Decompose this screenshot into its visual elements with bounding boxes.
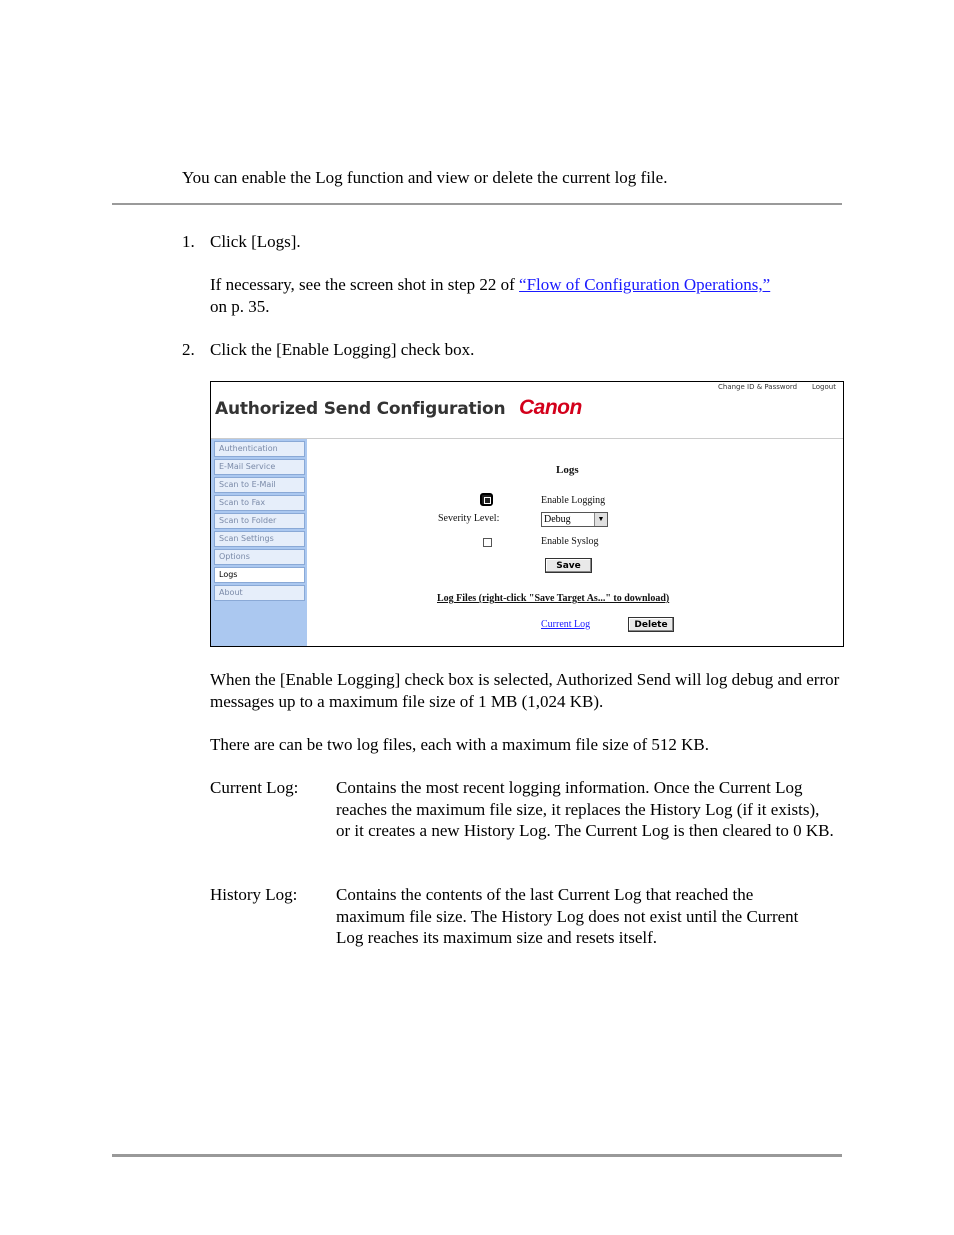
nav-scan-to-email[interactable]: Scan to E-Mail xyxy=(214,477,305,493)
current-log-term: Current Log: xyxy=(210,778,299,797)
enable-syslog-checkbox[interactable] xyxy=(483,538,492,547)
step-1-note xyxy=(210,274,850,317)
log-files-label: Log Files (right-click "Save Target As..." to download) xyxy=(437,593,670,604)
logs-heading: Logs xyxy=(556,464,579,476)
history-log-term: History Log: xyxy=(210,885,298,904)
enable-logging-label: Enable Logging xyxy=(541,495,606,506)
nav-about[interactable]: About xyxy=(214,585,305,601)
bottom-divider xyxy=(112,1154,842,1157)
change-id-password-link[interactable]: Change ID & Password xyxy=(718,383,798,391)
app-title: Authorized Send Configuration xyxy=(215,399,506,419)
top-divider xyxy=(112,203,842,205)
paragraph-two-log-files: There are can be two log files, each with a maximum file size of 512 KB. xyxy=(210,735,709,754)
severity-level-value: Debug xyxy=(544,514,571,525)
current-log-description: Contains the most recent logging information. Once the Current Log reaches the maximum file size, it replaces the History Log (if it exists), or it creates a new History Log. The Current Log is then cleared to 0 KB. xyxy=(336,778,834,840)
severity-level-select[interactable] xyxy=(541,512,608,527)
nav-options[interactable]: Options xyxy=(214,549,305,565)
save-button[interactable]: Save xyxy=(545,558,592,573)
nav-logs[interactable]: Logs xyxy=(214,567,305,583)
step-2-number: 2. xyxy=(182,340,195,359)
nav-scan-settings[interactable]: Scan Settings xyxy=(214,531,305,547)
severity-level-label: Severity Level: xyxy=(438,513,500,524)
note-prefix: If necessary, see the screen shot in step 22 of xyxy=(210,275,520,294)
step-1-text: Click [Logs]. xyxy=(210,232,301,251)
flow-of-configuration-link[interactable]: “Flow of Configuration Operations,” xyxy=(519,275,771,294)
enable-syslog-label: Enable Syslog xyxy=(541,536,599,547)
step-1-number: 1. xyxy=(182,232,195,251)
chevron-down-icon: ▼ xyxy=(594,513,607,526)
enable-logging-checkbox[interactable] xyxy=(480,493,493,506)
intro-text: You can enable the Log function and view or delete the current log file. xyxy=(182,168,668,187)
logout-link[interactable]: Logout xyxy=(812,383,836,391)
current-log-link[interactable]: Current Log xyxy=(541,619,591,630)
nav-email-service[interactable]: E-Mail Service xyxy=(214,459,305,475)
logs-screenshot xyxy=(210,381,844,647)
nav-scan-to-fax[interactable]: Scan to Fax xyxy=(214,495,305,511)
step-2-text: Click the [Enable Logging] check box. xyxy=(210,340,475,359)
note-suffix: on p. 35. xyxy=(210,296,270,316)
nav-scan-to-folder[interactable]: Scan to Folder xyxy=(214,513,305,529)
sidebar xyxy=(211,439,307,646)
history-log-description: Contains the contents of the last Current Log that reached the maximum file size. The History Log does not exist until the Current Log reaches its maximum size and resets itself. xyxy=(336,885,799,947)
paragraph-enable-logging: When the [Enable Logging] check box is selected, Authorized Send will log debug and error messages up to a maximum file size of 1 MB (1,024 KB). xyxy=(210,670,840,711)
canon-logo: Canon xyxy=(519,396,582,419)
nav-authentication[interactable]: Authentication xyxy=(214,441,305,457)
delete-button[interactable]: Delete xyxy=(628,617,674,632)
